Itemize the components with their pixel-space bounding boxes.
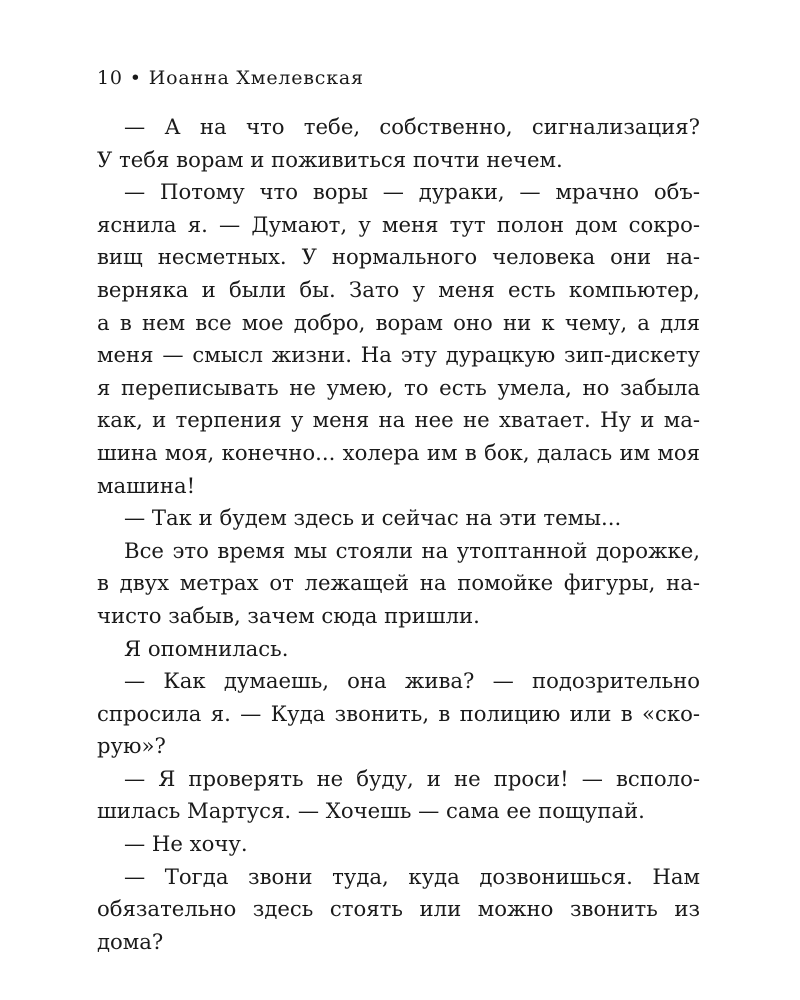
page-number: 10 xyxy=(97,67,123,89)
text-line: вищ несметных. У нормального человека они на- xyxy=(97,244,700,270)
text-line: — Тогда звони туда, куда дозвонишься. Нам xyxy=(124,863,700,889)
text-line: — Так и будем здесь и сейчас на эти темы... xyxy=(124,505,622,531)
text-line: дома? xyxy=(97,928,164,954)
text-line: шина моя, конечно... холера им в бок, далась им моя xyxy=(97,439,700,465)
body-text xyxy=(97,111,700,958)
text-line: Все это время мы стояли на утоптанной дорожке, xyxy=(124,537,700,563)
text-line: — Как думаешь, она жива? — подозрительно xyxy=(124,668,700,694)
header-separator: • xyxy=(129,67,142,89)
text-line: шилась Мартуся. — Хочешь — сама ее пощупай. xyxy=(97,798,645,824)
text-line: обязательно здесь стоять или можно звонить из xyxy=(97,896,700,922)
text-line: рую»? xyxy=(97,733,166,759)
text-line: яснила я. — Думают, у меня тут полон дом сокро- xyxy=(97,211,700,237)
text-line: меня — смысл жизни. На эту дурацкую зип-дискету xyxy=(97,342,700,368)
text-line: в двух метрах от лежащей на помойке фигуры, на- xyxy=(97,570,700,596)
text-line: У тебя ворам и поживиться почти нечем. xyxy=(97,146,563,172)
text-line: — Не хочу. xyxy=(124,831,248,857)
text-line: я переписывать не умею, то есть умела, но забыла xyxy=(97,374,700,400)
running-head xyxy=(97,66,364,90)
text-line: спросила я. — Куда звонить, в полицию или в «ско- xyxy=(97,700,700,726)
text-line: верняка и были бы. Зато у меня есть компьютер, xyxy=(97,276,700,302)
text-line: как, и терпения у меня на нее не хватает. Ну и ма- xyxy=(97,407,700,433)
text-line: а в нем все мое добро, ворам оно ни к чему, а для xyxy=(97,309,700,335)
text-line: — А на что тебе, собственно, сигнализация? xyxy=(124,114,700,139)
text-line: Я опомнилась. xyxy=(124,635,289,661)
text-line: чисто забыв, зачем сюда пришли. xyxy=(97,602,480,628)
text-line: машина! xyxy=(97,472,196,498)
author-name: Иоанна Хмелевская xyxy=(148,67,364,89)
text-line: — Потому что воры — дураки, — мрачно объ- xyxy=(124,179,700,205)
text-line: — Я проверять не буду, и не проси! — всполо- xyxy=(124,765,700,791)
